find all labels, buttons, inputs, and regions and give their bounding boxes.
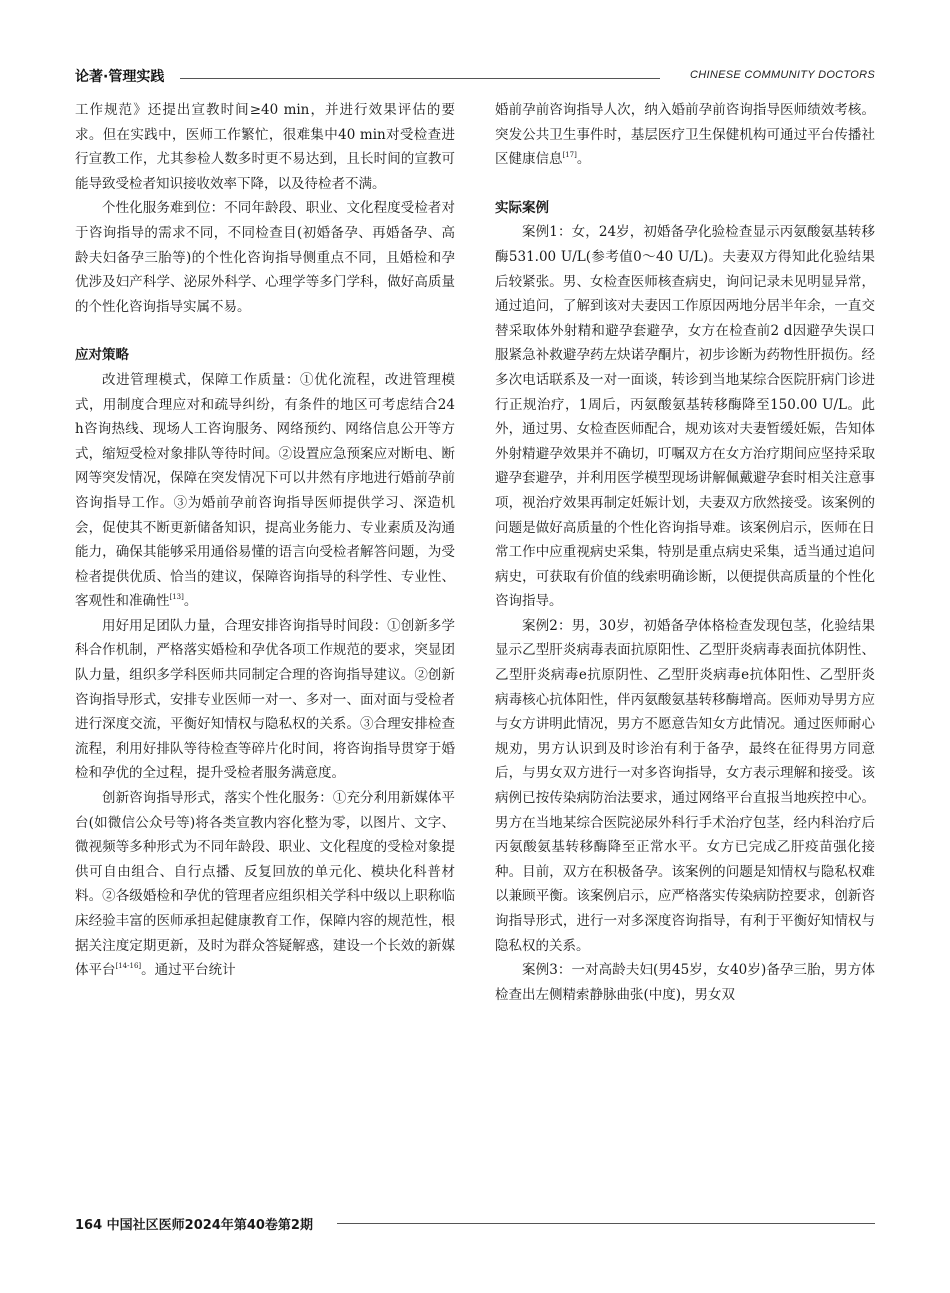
paragraph: 案例1：女，24岁，初婚备孕化验检查显示丙氨酸氨基转移酶531.00 U/L(参考值0～40 U/L)。夫妻双方得知此化验结果后较紧张。男、女检查医师核查病史，询问记录未见明显异常，通过追问，了解到该对夫妻因工作原因两地分居半年余，一直交替采取体外射精和避孕套避孕，女方在检查前2 d因避孕失误口服紧急补救避孕药左炔诺孕酮片，初步诊断为药物性肝损伤。经多次电话联系及一对一面谈，转诊到当地某综合医院肝病门诊进行正规治疗，1周后，丙氨酸氨基转移酶降至150.00 U/L。此外，通过男、女检查医师配合，规劝该对夫妻暂缓妊娠，告知体外射精避孕效果并不确切，叮嘱双方在女方治疗期间应坚持采取避孕套避孕，并利用医学模型现场讲解佩戴避孕套时相关注意事项，视治疗效果再制定妊娠计划，夫妻双方欣然接受。该案例的问题是做好高质量的个性化咨询指导难。该案例启示，医师在日常工作中应重视病史采集，特别是重点病史采集，适当通过追问病史，可获取有价值的线索明确诊断，以便提供高质量的个性化咨询指导。 xyxy=(495,224,875,610)
paragraph: 案例2：男，30岁，初婚备孕体格检查发现包茎，化验结果显示乙型肝炎病毒表面抗原阳性、乙型肝炎病毒表面抗体阴性、乙型肝炎病毒e抗原阴性、乙型肝炎病毒e抗体阳性、乙型肝炎病毒核心抗体阳性，伴丙氨酸氨基转移酶增高。医师劝导男方应与女方讲明此情况，男方不愿意告知女方此情况。通过医师耐心规劝，男方认识到及时诊治有利于备孕，最终在征得男方同意后，与男女双方进行一对多咨询指导，女方表示理解和接受。该病例已按传染病防治法要求，通过网络平台直报当地疾控中心。男方在当地某综合医院泌尿外科行手术治疗包茎，经内科治疗后丙氨酸氨基转移酶降至正常水平。女方已完成乙肝疫苗强化接种。目前，双方在积极备孕。该案例的问题是知情权与隐私权难以兼顾平衡。该案例启示，应严格落实传染病防控要求，创新咨询指导形式，进行一对多深度咨询指导，有利于平衡好知情权与隐私权的关系。 xyxy=(495,617,875,954)
section-label: 论著·管理实践 xyxy=(75,69,165,85)
left-column xyxy=(75,98,455,983)
paragraph-text: 婚前孕前咨询指导人次，纳入婚前孕前咨询指导医师绩效考核。突发公共卫生事件时，基层医疗卫生保健机构可通过平台传播社区健康信息 xyxy=(495,102,875,168)
paragraph-end: 。通过平台统计 xyxy=(141,962,236,979)
journal-name: CHINESE COMMUNITY DOCTORS xyxy=(690,69,875,81)
paragraph: 工作规范》还提出宣教时间≥40 min，并进行效果评估的要求。但在实践中，医师工作繁忙，很难集中40 min对受检查进行宣教工作，尤其参检人数多时更不易达到，且长时间的宣教可能导致受检者知识接收效率下降，以及待检者不满。 xyxy=(75,102,455,192)
paragraph xyxy=(75,368,455,614)
citation: [17] xyxy=(562,151,577,160)
citation: [13] xyxy=(169,593,184,602)
paragraph xyxy=(75,786,455,983)
citation: [14-16] xyxy=(115,962,142,971)
page-footer xyxy=(75,1214,875,1234)
header-rule xyxy=(180,78,660,79)
paragraph: 案例3：一对高龄夫妇(男45岁，女40岁)备孕三胎，男方体检查出左侧精索静脉曲张(中度)，男女双 xyxy=(495,962,875,1003)
paragraph xyxy=(495,98,875,172)
page-number-journal-issue: 164 中国社区医师2024年第40卷第2期 xyxy=(75,1218,313,1233)
paragraph-end: 。 xyxy=(576,151,591,168)
paragraph: 个性化服务难到位：不同年龄段、职业、文化程度受检者对于咨询指导的需求不同，不同检查目(初婚备孕、再婚备孕、高龄夫妇备孕三胎等)的个性化咨询指导侧重点不同，且婚检和孕优涉及妇产科学、泌尿外科学、心理学等多门学科，做好高质量的个性化咨询指导实属不易。 xyxy=(75,200,455,315)
section-heading: 应对策略 xyxy=(75,347,129,364)
paragraph-text: 创新咨询指导形式，落实个性化服务：①充分利用新媒体平台(如微信公众号等)将各类宣教内容化整为零，以图片、文字、微视频等多种形式为不同年龄段、职业、文化程度的受检对象提供可自由组合、自行点播、反复回放的单元化、模块化科普材料。②各级婚检和孕优的管理者应组织相关学科中级以上职称临床经验丰富的医师承担起健康教育工作，保障内容的规范性，根据关注度定期更新，及时为群众答疑解惑，建设一个长效的新媒体平台 xyxy=(75,790,455,979)
section-heading: 实际案例 xyxy=(495,199,549,216)
paragraph-end: 。 xyxy=(183,593,198,610)
footer-rule xyxy=(337,1223,875,1224)
running-header xyxy=(75,66,875,88)
paragraph-text: 改进管理模式，保障工作质量：①优化流程，改进管理模式，用制度合理应对和疏导纠纷，有条件的地区可考虑结合24 h咨询热线、现场人工咨询服务、网络预约、网络信息公开等方式，缩短受检对象排队等待时间。②设置应急预案应对断电、断网等突发情况，保障在突发情况下可以井然有序地进行婚前孕前咨询指导工作。③为婚前孕前咨询指导医师提供学习、深造机会，促使其不断更新储备知识，提高业务能力、专业素质及沟通能力，确保其能够采用通俗易懂的语言向受检者解答问题，为受检者提供优质、恰当的建议，保障咨询指导的科学性、专业性、客观性和准确性 xyxy=(75,371,455,610)
paragraph: 用好用足团队力量，合理安排咨询指导时间段：①创新多学科合作机制，严格落实婚检和孕优各项工作规范的要求，突显团队力量，组织多学科医师共同制定合理的咨询指导建议。②创新咨询指导形式，安排专业医师一对一、多对一、面对面与受检者进行深度交流，平衡好知情权与隐私权的关系。③合理安排检查流程，利用好排队等待检查等碎片化时间，将咨询指导贯穿于婚检和孕优的全过程，提升受检者服务满意度。 xyxy=(75,617,455,782)
right-column xyxy=(495,98,875,1007)
